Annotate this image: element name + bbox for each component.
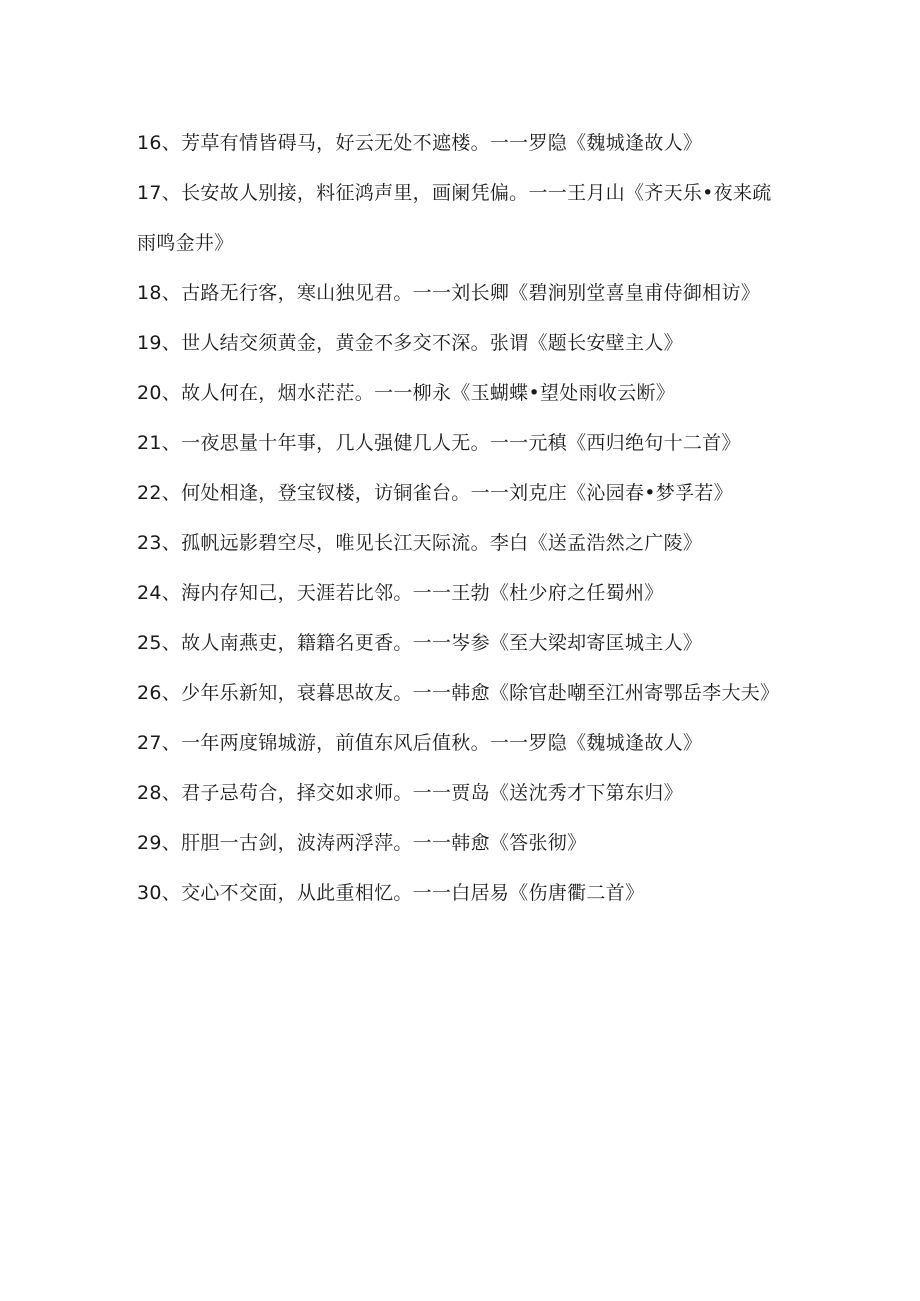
list-item-28: 28、君子忌苟合，择交如求师。一一贾岛《送沈秀才下第东归》 xyxy=(137,782,683,804)
list-item-29: 29、肝胆一古剑，波涛两浮萍。一一韩愈《答张彻》 xyxy=(137,832,587,854)
list-item-17: 17、长安故人别接，料征鸿声里，画阑凭偏。一一王月山《齐天乐•夜来疏雨鸣金井》 xyxy=(137,182,772,254)
list-item-25: 25、故人南燕吏，籍籍名更香。一一岑参《至大梁却寄匡城主人》 xyxy=(137,632,703,654)
list-item-30: 30、交心不交面，从此重相忆。一一白居易《伤唐衢二首》 xyxy=(137,882,645,904)
list-item-19: 19、世人结交须黄金，黄金不多交不深。张谓《题长安壁主人》 xyxy=(137,332,683,354)
list-item-23: 23、孤帆远影碧空尽，唯见长江天际流。李白《送孟浩然之广陵》 xyxy=(137,532,703,554)
list-item-24: 24、海内存知己，天涯若比邻。一一王勃《杜少府之任蜀州》 xyxy=(137,582,664,604)
list-item-21: 21、一夜思量十年事，几人强健几人无。一一元稹《西归绝句十二首》 xyxy=(137,432,741,454)
list-item-20: 20、故人何在，烟水茫茫。一一柳永《玉蝴蝶•望处雨收云断》 xyxy=(137,382,676,404)
list-item-16: 16、芳草有情皆碍马，好云无处不遮楼。一一罗隐《魏城逢故人》 xyxy=(137,132,703,154)
list-item-26: 26、少年乐新知，衰暮思故友。一一韩愈《除官赴嘲至江州寄鄂岳李大夫》 xyxy=(137,682,780,704)
list-item-18: 18、古路无行客，寒山独见君。一一刘长卿《碧涧别堂喜皇甫侍御相访》 xyxy=(137,282,761,304)
list-item-22: 22、何处相逢，登宝钗楼，访铜雀台。一一刘克庄《沁园春•梦孚若》 xyxy=(137,482,733,504)
list-item-27: 27、一年两度锦城游，前值东风后值秋。一一罗隐《魏城逢故人》 xyxy=(137,732,703,754)
document-body xyxy=(137,118,787,918)
